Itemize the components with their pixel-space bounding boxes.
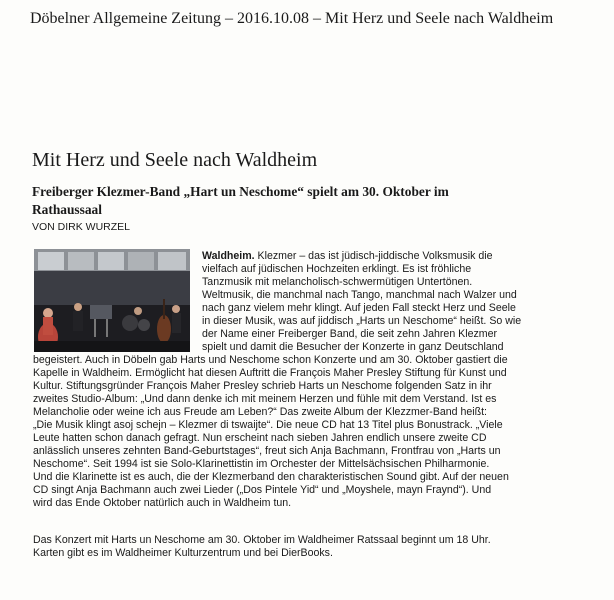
article-subheadline [32, 183, 552, 219]
page-header: Döbelner Allgemeine Zeitung – 2016.10.08 – Mit Herz und Seele nach Waldheim [30, 10, 554, 27]
article-byline: VON DIRK WURZEL [32, 221, 131, 233]
article-headline: Mit Herz und Seele nach Waldheim [32, 149, 318, 171]
article-body-line: Tanzmusik mit melancholisch-schwermütigen Untertönen. [202, 276, 473, 288]
article-closing-line: Karten gibt es im Waldheimer Kulturzentrum und bei DierBooks. [33, 547, 333, 559]
article-dateline: Waldheim. [202, 250, 255, 262]
subheadline-line: Rathaussaal [32, 202, 102, 217]
article-body-line: wird das Ende Oktober natürlich auch in Waldheim tun. [33, 497, 292, 509]
article-body-line: Leute hatten schon danach gefragt. Nun erscheint nach sieben Jahren endlich unsere zweite CD [33, 432, 487, 444]
article-closing-line: Das Konzert mit Harts un Neschome am 30. Oktober im Waldheimer Ratssaal beginnt um 18 Uhr. [33, 534, 491, 546]
article-body-line: Kultur. Stiftungsgründer François Maher Presley schrieb Harts un Neschome folgenden Satz in ihr [33, 380, 492, 392]
article-body-line: begeistert. Auch in Döbeln gab Harts und Neschome schon Konzerte und am 30. Oktober gastiert die [33, 354, 508, 366]
subheadline-line: Freiberger Klezmer-Band „Hart un Neschome“ spielt am 30. Oktober im [32, 184, 449, 199]
band-photo [34, 249, 190, 352]
article-body-line: Kapelle in Waldheim. Ermöglicht hat diesen Auftritt die François Maher Presley Stiftung für Kunst und [33, 367, 507, 379]
article-body-line: nach ganz vielem mehr klingt. Auf jeden Fall steckt Herz und Seele [202, 302, 516, 314]
article-body-line: „Die Musik klingt asoj schejn – Klezmer di tswaijte“. Die neue CD hat 13 Titel plus Bonustrack. „Viele [33, 419, 503, 431]
article-body-line: vielfach auf jüdischen Hochzeiten erklingt. Es ist fröhliche [202, 263, 472, 275]
article-body-line: spielt und damit die Besucher der Konzerte in ganz Deutschland [202, 341, 504, 353]
article-body-line: der Name einer Freiberger Band, die seit zehn Jahren Klezmer [202, 328, 498, 340]
article-body-line: Neschome“. Seit 1994 ist sie Solo-Klarinettistin im Orchester der Mittelsächsischen Philharmonie. [33, 458, 490, 470]
article-body-line: anlässlich unseres zehnten Band-Geburtstages“, freut sich Anja Bachmann, Frontfrau von „Harts un [33, 445, 501, 457]
article-body-line: CD singt Anja Bachmann auch zwei Lieder („Dos Pintele Yid“ und „Moyshele, mayn Fraynd“). Und [33, 484, 492, 496]
article-body-line: Melancholie oder weine ich aus Freude am Leben?“ Das zweite Album der Klezzmer-Band heißt: [33, 406, 487, 418]
article-body-line: Und die Klarinette ist es auch, die der Klezmerband den charakteristischen Sound gibt. Auf der neuen [33, 471, 509, 483]
article-body-line: in dieser Musik, was auf jiddisch „Harts un Neschome“ heißt. So wie [202, 315, 522, 327]
article-body-line [202, 250, 492, 263]
article-body-line: zweites Studio-Album: „Und dann denke ich mit meinem Herzen und fühle mit dem Verstand. Ist es [33, 393, 497, 405]
article-body-line: Weltmusik, die manchmal nach Tango, manchmal nach Walzer und [202, 289, 517, 301]
article-body-line-text: Klezmer – das ist jüdisch-jiddische Volksmusik die [257, 250, 493, 262]
